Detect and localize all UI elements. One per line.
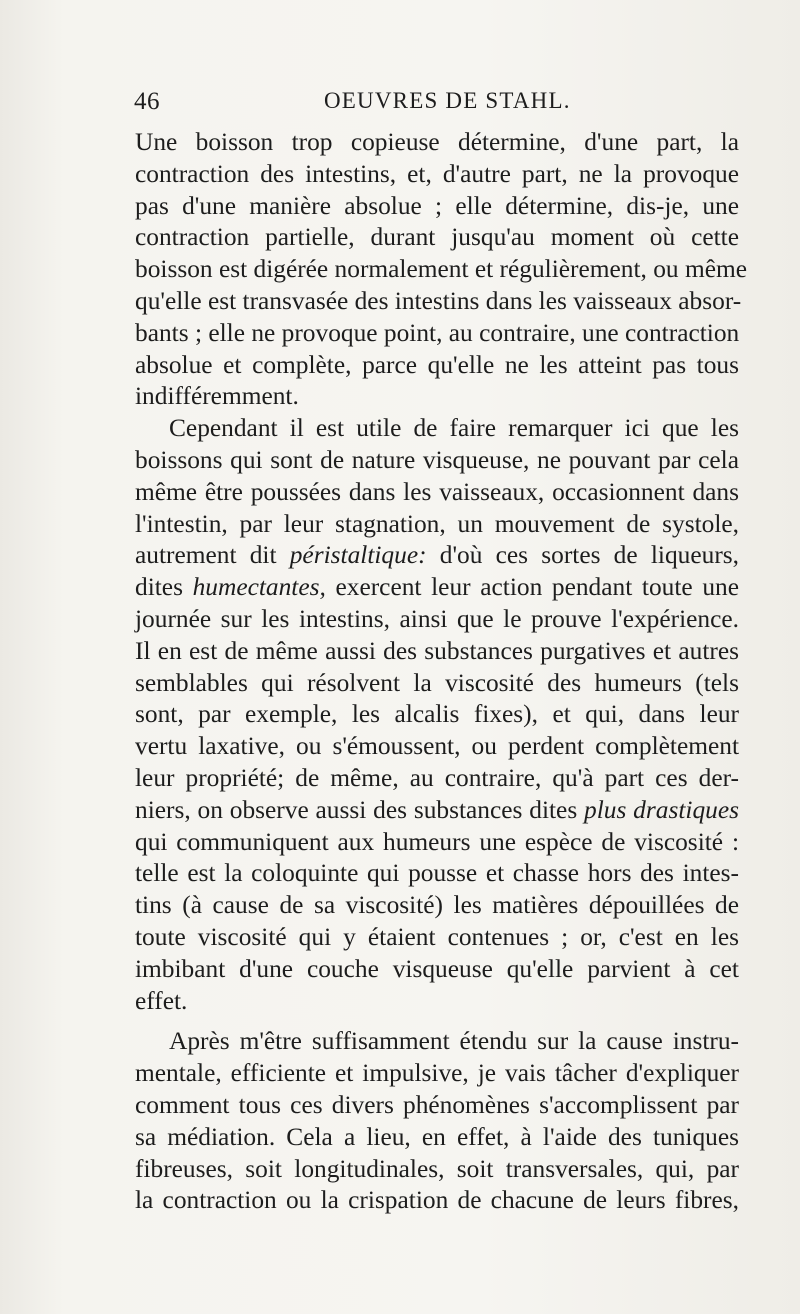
text-line: bants ; elle ne provoque point, au contraire, une contraction: [135, 318, 740, 347]
text-line: effet.: [135, 986, 188, 1015]
italic-term: péristaltique:: [289, 541, 427, 570]
text-line: leur propriété; de même, au contraire, qu'à part ces der-: [135, 763, 739, 792]
text-line: semblables qui résolvent la viscosité des humeurs (tels: [135, 668, 739, 697]
text-run: d'où ces sortes de liqueurs,: [426, 541, 740, 570]
text-line: pas d'une manière absolue ; elle détermine, dis-je, une: [135, 191, 739, 220]
text-line: contraction des intestins, et, d'autre part, ne la provoque: [135, 159, 739, 188]
text-line: Après m'être suffisamment étendu sur la cause instru-: [169, 1027, 739, 1056]
text-line: boissons qui sont de nature visqueuse, ne pouvant par cela: [135, 445, 739, 474]
text-line: qui communiquent aux humeurs une espèce de viscosité :: [135, 827, 739, 856]
text-line: journée sur les intestins, ainsi que le prouve l'expérience.: [135, 604, 739, 633]
text-line: sa médiation. Cela a lieu, en effet, à l'aide des tuniques: [135, 1122, 739, 1151]
text-line: [135, 795, 739, 827]
text-line: sont, par exemple, les alcalis fixes), et qui, dans leur: [135, 700, 739, 729]
text-line: vertu laxative, ou s'émoussent, ou perdent complètement: [135, 732, 739, 761]
text-line: Il en est de même aussi des substances purgatives et autres: [135, 636, 739, 665]
paragraph-1: [135, 127, 747, 413]
text-line: même être poussées dans les vaisseaux, occasionnent dans: [135, 477, 739, 506]
text-line: contraction partielle, durant jusqu'au moment où cette: [135, 223, 739, 252]
text-line: indifféremment.: [135, 382, 299, 411]
page-number: 46: [134, 88, 160, 115]
text-line: fibreuses, soit longitudinales, soit transversales, qui, par: [135, 1154, 739, 1183]
text-run: exercent leur action pendant toute une: [325, 573, 739, 602]
text-line: telle est la coloquinte qui pousse et chasse hors des intes-: [135, 859, 739, 888]
italic-term: humectantes,: [192, 573, 326, 602]
text-line: imbibant d'une couche visqueuse qu'elle parvient à cet: [135, 954, 739, 983]
paragraph-2: [135, 413, 739, 1017]
paragraph-3: [135, 1026, 739, 1217]
text-line: la contraction ou la crispation de chacune de leurs fibres,: [135, 1186, 739, 1215]
italic-term: plus drastiques: [584, 795, 739, 824]
text-line: boisson est digérée normalement et régulièrement, ou même: [135, 255, 747, 284]
text-line: l'intestin, par leur stagnation, un mouvement de systole,: [135, 509, 739, 538]
text-line: comment tous ces divers phénomènes s'accomplissent par: [135, 1090, 739, 1119]
text-line: tins (à cause de sa viscosité) les matières dépouillées de: [135, 891, 739, 920]
page-header: [134, 88, 742, 122]
text-line: toute viscosité qui y étaient contenues ; or, c'est en les: [135, 922, 739, 951]
text-line: qu'elle est transvasée des intestins dans les vaisseaux absor-: [135, 286, 742, 315]
text-line: [135, 572, 739, 604]
text-line: mentale, efficiente et impulsive, je vais tâcher d'expliquer: [135, 1059, 739, 1088]
text-line: absolue et complète, parce qu'elle ne les atteint pas tous: [135, 350, 739, 379]
running-title: OEUVRES DE STAHL.: [324, 88, 571, 113]
body-text: [135, 127, 747, 1217]
text-line: [135, 540, 739, 572]
text-line: Une boisson trop copieuse détermine, d'une part, la: [135, 128, 739, 156]
text-line: Cependant il est utile de faire remarquer ici que les: [169, 414, 739, 443]
text-run: niers, on observe aussi des substances dites: [135, 795, 585, 824]
text-run: autrement dit: [135, 541, 290, 570]
text-run: dites: [135, 573, 193, 602]
